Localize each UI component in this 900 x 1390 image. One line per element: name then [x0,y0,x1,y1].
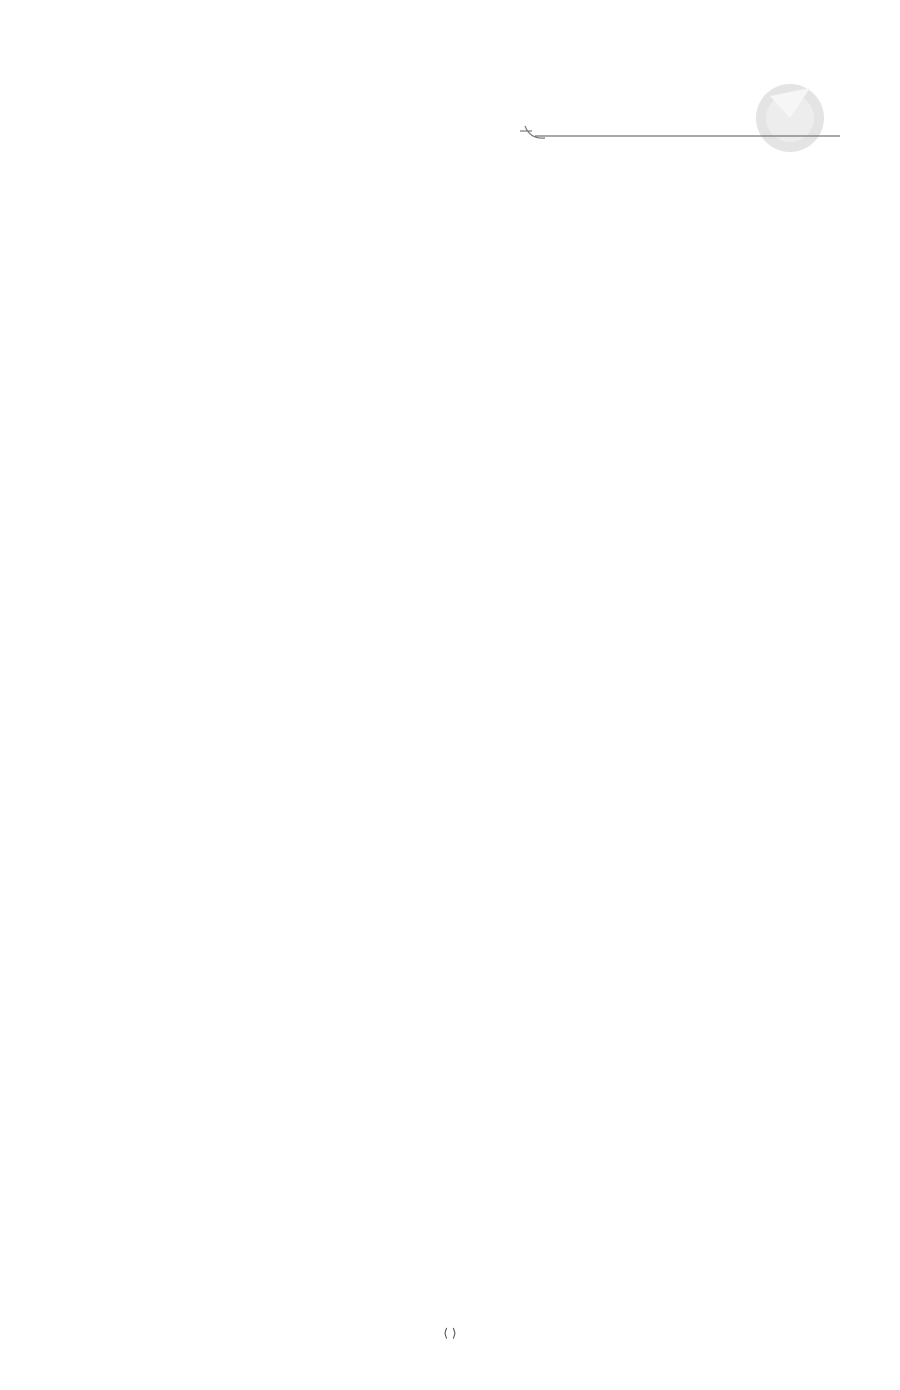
section-title [36,154,846,190]
reference-translation-title [36,190,846,226]
answer-content [36,154,846,226]
page-number-ornament: ⟩ [451,1326,457,1340]
page-number-ornament: ⟨ [443,1326,452,1340]
page-number [0,1322,900,1341]
header-decoration [0,0,900,160]
page-header [0,0,900,160]
